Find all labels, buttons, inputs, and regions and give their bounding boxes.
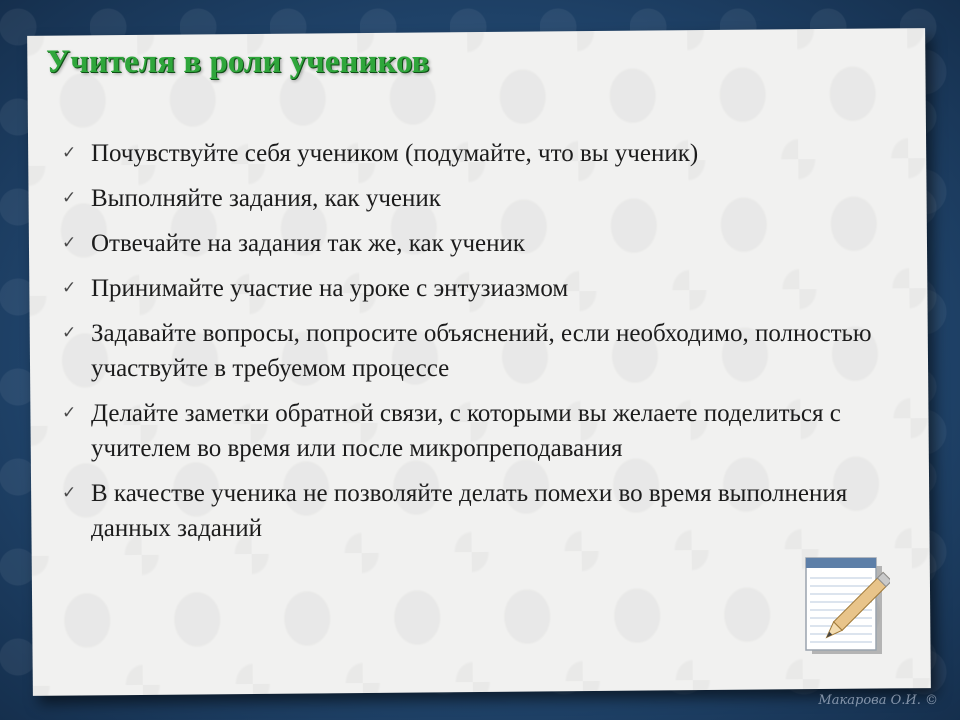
check-icon: ✓ (62, 403, 77, 423)
check-icon: ✓ (62, 233, 77, 253)
notepad-pencil-icon (798, 552, 890, 660)
check-icon: ✓ (62, 143, 77, 163)
list-item (62, 136, 892, 171)
slide-title: Учителя в роли учеников (46, 44, 430, 80)
list-item (62, 226, 892, 261)
check-icon: ✓ (62, 278, 77, 298)
list-item-text: В качестве ученика не позволяйте делать помехи во время выполнения данных заданий (91, 480, 848, 542)
bullet-list (62, 136, 892, 556)
list-item-text: Отвечайте на задания так же, как ученик (91, 230, 526, 257)
list-item-text: Почувствуйте себя учеником (подумайте, что вы ученик) (91, 140, 699, 167)
check-icon: ✓ (62, 483, 77, 503)
list-item (62, 476, 892, 546)
list-item (62, 271, 892, 306)
list-item (62, 181, 892, 216)
check-icon: ✓ (62, 188, 77, 208)
author-signature: Макарова О.И. © (818, 693, 938, 708)
list-item (62, 316, 892, 386)
list-item-text: Принимайте участие на уроке с энтузиазмом (91, 275, 569, 302)
list-item-text: Делайте заметки обратной связи, с которыми вы желаете поделиться с учителем во время или после микропреподавания (91, 400, 841, 462)
list-item-text: Выполняйте задания, как ученик (91, 185, 441, 212)
list-item (62, 396, 892, 466)
check-icon: ✓ (62, 323, 77, 343)
list-item-text: Задавайте вопросы, попросите объяснений, если необходимо, полностью участвуйте в требуемом процессе (91, 320, 872, 382)
